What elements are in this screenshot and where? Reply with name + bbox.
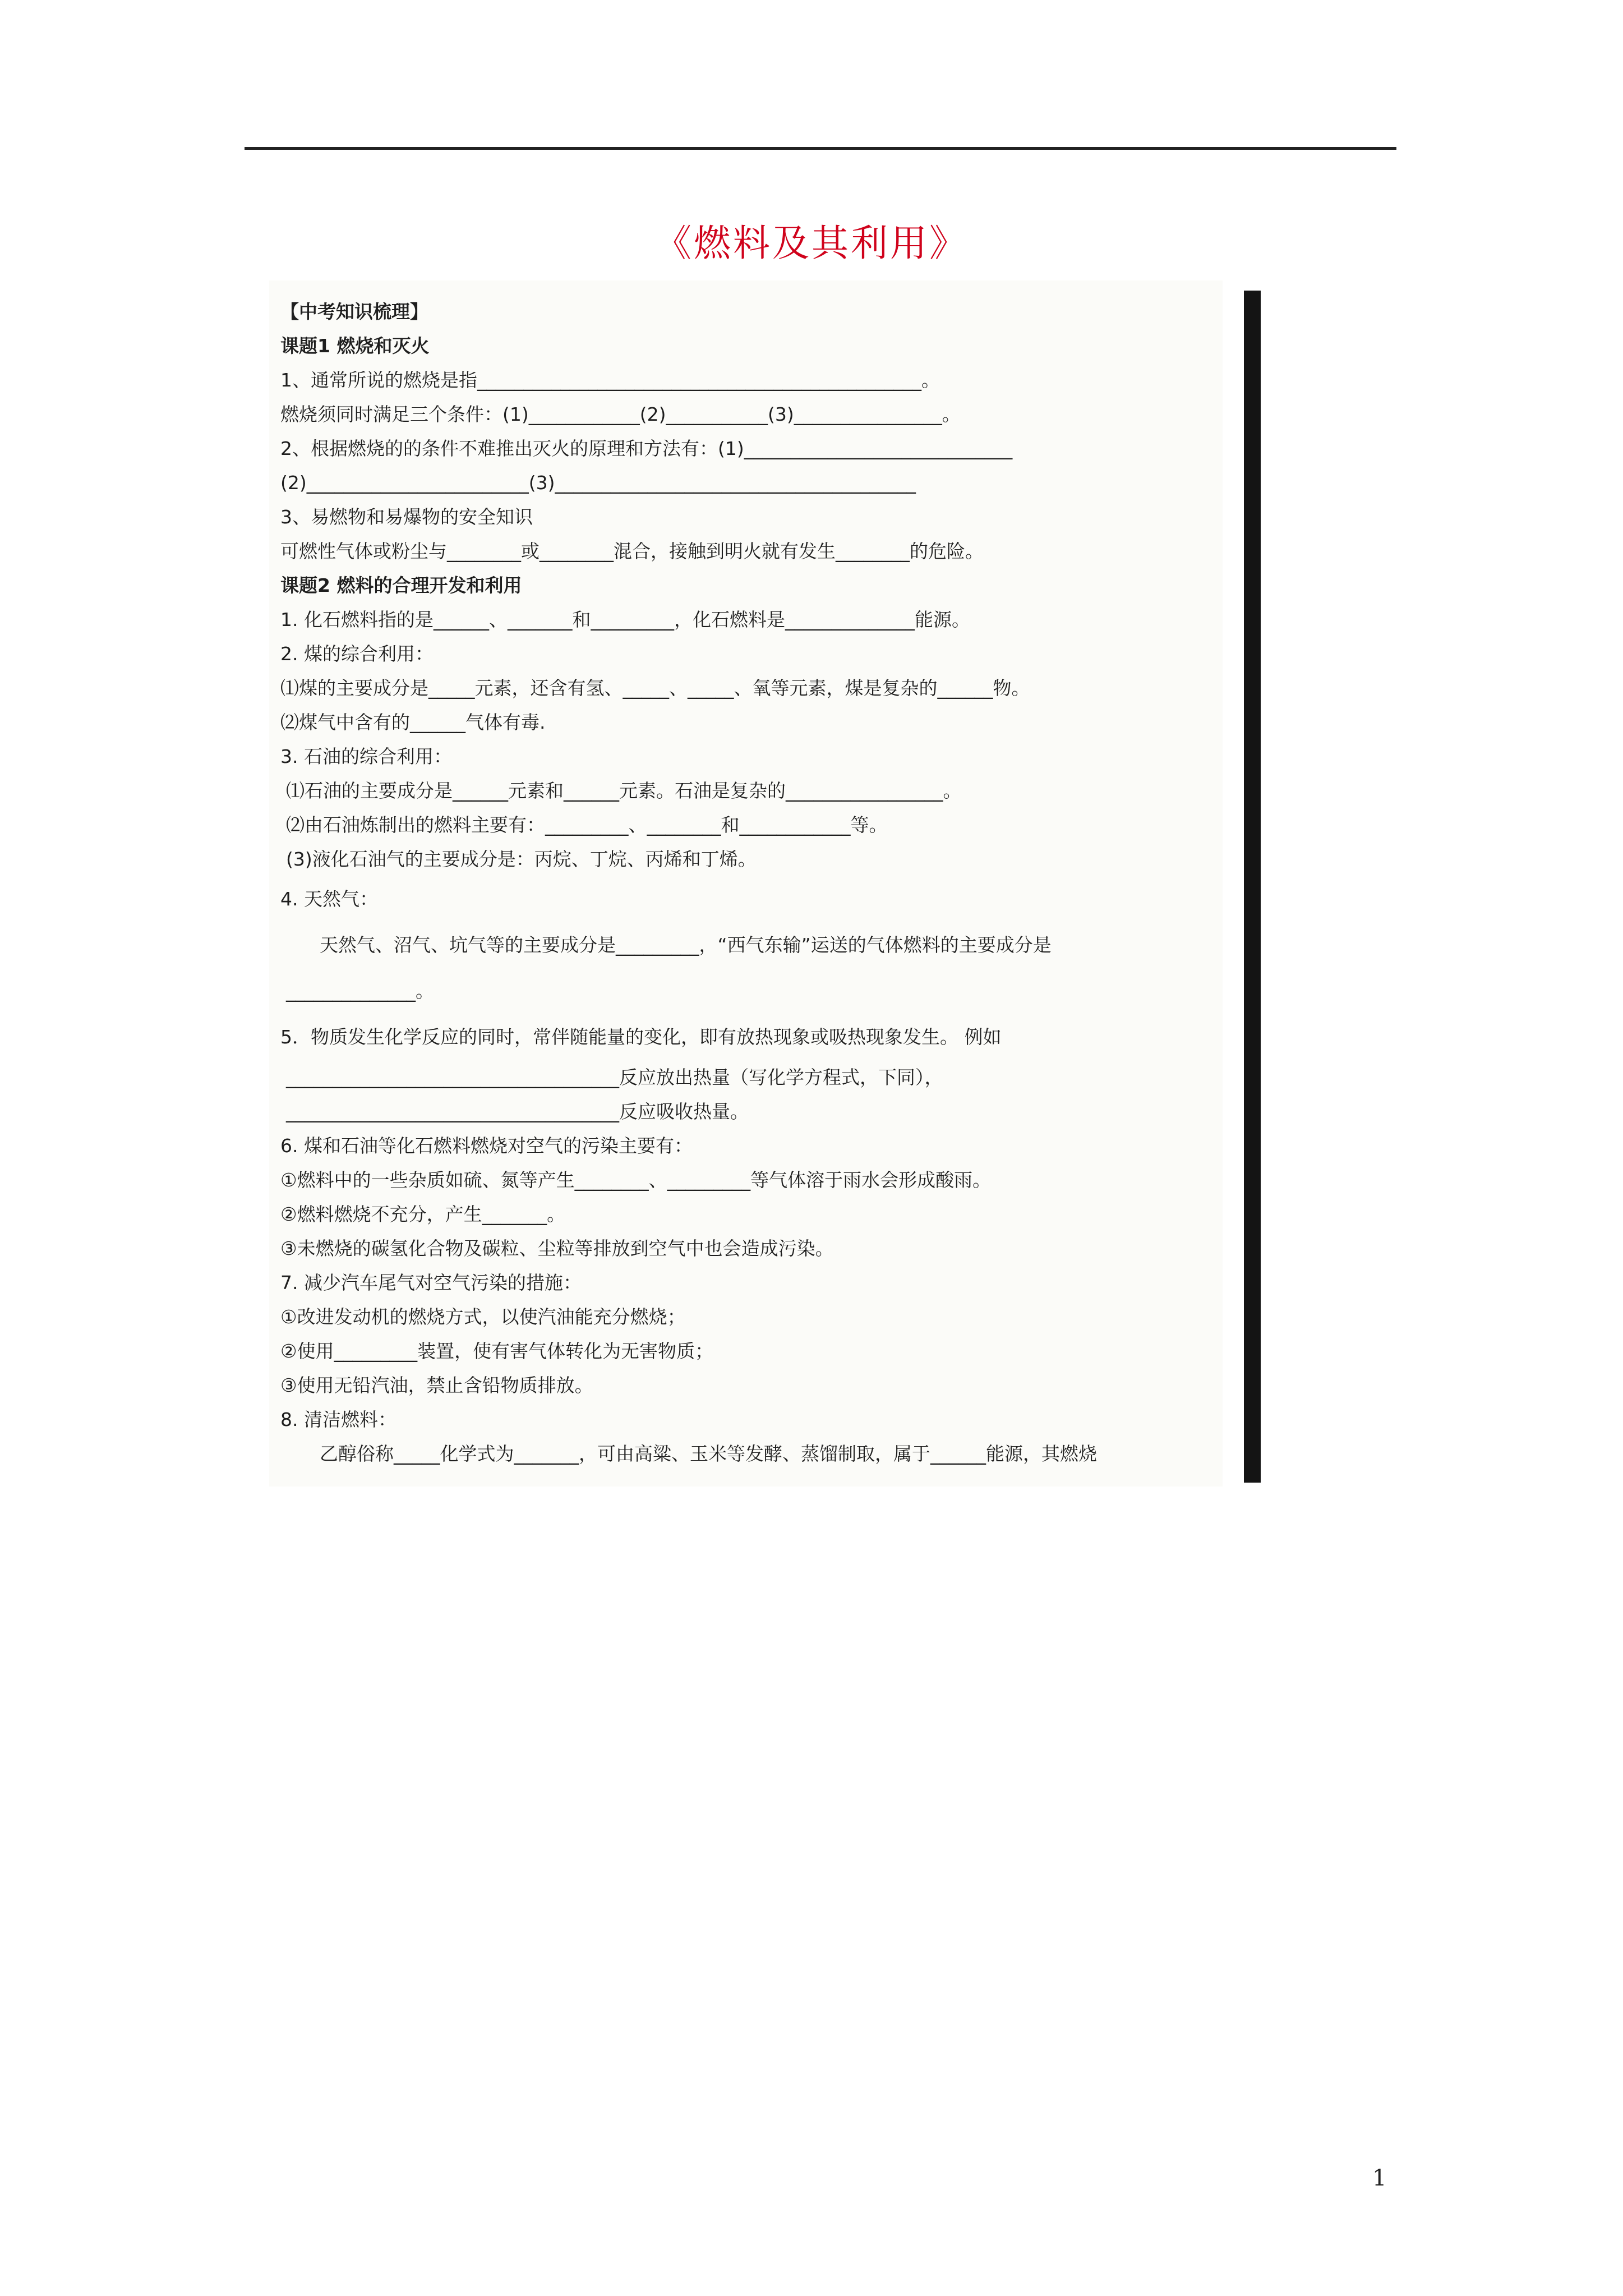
page-number: 1 [1372,2165,1387,2191]
worksheet-line: (2)________________________(3)_______________________________________ [280,472,916,494]
worksheet-line: 3、易燃物和易爆物的安全知识 [280,506,533,528]
worksheet-line: (3)液化石油气的主要成分是：丙烷、丁烷、丙烯和丁烯。 [286,848,757,870]
worksheet-line: ____________________________________反应放出热量（写化学方程式，下同）， [286,1066,943,1088]
worksheet-line: ⑴石油的主要成分是______元素和______元素。石油是复杂的_________________。 [286,780,962,802]
worksheet-line: ②燃料燃烧不充分，产生_______。 [280,1203,566,1225]
document-title: 《燃料及其利用》 [654,222,969,265]
worksheet-line: 6. 煤和石油等化石燃料燃烧对空气的污染主要有： [280,1135,693,1157]
worksheet-line: ⑵煤气中含有的______气体有毒. [280,711,546,733]
worksheet-line: 燃烧须同时满足三个条件：(1)____________(2)___________(3)________________。 [280,403,961,425]
worksheet-line: 3. 石油的综合利用： [280,746,452,767]
scan-edge-shadow [1244,291,1261,1483]
worksheet-line: 乙醇俗称_____化学式为_______，可由高粱、玉米等发酵、蒸馏制取，属于______能源，其燃烧 [320,1443,1097,1465]
worksheet-line: 7. 减少汽车尾气对空气污染的措施： [280,1272,582,1294]
worksheet-line: 1、通常所说的燃烧是指________________________________________________。 [280,369,940,391]
worksheet-line: ⑵由石油炼制出的燃料主要有：_________、________和____________等。 [286,814,888,836]
worksheet-line: 课题2 燃料的合理开发和利用 [280,574,522,596]
worksheet-line: ③未燃烧的碳氢化合物及碳粒、尘粒等排放到空气中也会造成污染。 [280,1237,834,1259]
worksheet-line: 2、根据燃烧的的条件不难推出灭火的原理和方法有：(1)_____________________________ [280,438,1013,459]
worksheet-line: ⑴煤的主要成分是_____元素，还含有氢、_____、_____、氧等元素，煤是复杂的______物。 [280,677,1030,699]
worksheet-line: ____________________________________反应吸收热量。 [286,1101,749,1122]
worksheet-line: ①燃料中的一些杂质如硫、氮等产生________、_________等气体溶于雨水会形成酸雨。 [280,1169,992,1191]
worksheet-line: 8. 清洁燃料： [280,1409,396,1430]
worksheet-line: 5．物质发生化学反应的同时，常伴随能量的变化，即有放热现象或吸热现象发生。 例如 [280,1026,1002,1048]
worksheet-line: 【中考知识梳理】 [280,301,428,323]
worksheet-line: ①改进发动机的燃烧方式，以使汽油能充分燃烧； [280,1306,686,1328]
worksheet-line: ______________。 [286,980,434,1002]
worksheet-line: ③使用无铅汽油，禁止含铅物质排放。 [280,1374,593,1396]
worksheet-line: 4. 天然气： [280,888,378,910]
worksheet-line: 2. 煤的综合利用： [280,643,434,665]
worksheet-line: 1. 化石燃料指的是______、_______和_________，化石燃料是______________能源。 [280,609,970,631]
worksheet-line: ②使用_________装置，使有害气体转化为无害物质； [280,1340,714,1362]
worksheet-line: 课题1 燃烧和灭火 [280,335,430,357]
worksheet-line: 可燃性气体或粉尘与________或________混合，接触到明火就有发生________的危险。 [280,540,984,562]
header-rule [245,147,1396,150]
worksheet-line: 天然气、沼气、坑气等的主要成分是_________，“西气东输”运送的气体燃料的主要成分是 [320,934,1052,956]
worksheet-text [280,295,1223,1471]
